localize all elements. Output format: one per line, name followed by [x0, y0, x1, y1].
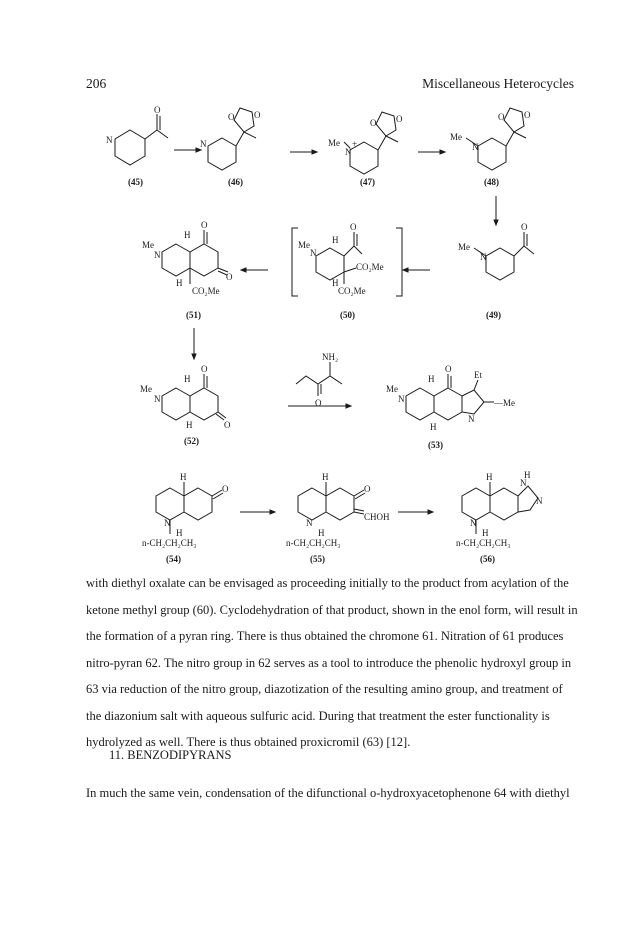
group-co2me: CO₂Me: [192, 286, 220, 296]
text-line: In much the same vein, condensation of the difunctional o-hydroxyacetophenone 64 with diethyl: [86, 786, 570, 800]
atom-h: H: [184, 230, 191, 240]
compound-label-54: (54): [166, 554, 181, 564]
atom-h: H: [332, 278, 339, 288]
atom-me: Me: [298, 240, 310, 250]
group-choh: CHOH: [364, 512, 390, 522]
atom-o: O: [498, 112, 505, 122]
group-propyl: n-CH₂CH₂CH₃: [286, 538, 341, 548]
compound-label-50: (50): [340, 310, 355, 320]
arrowhead: [494, 220, 498, 225]
atom-h: H: [186, 420, 193, 430]
atom-o: O: [396, 114, 403, 124]
text-line: nitro-pyran 62. The nitro group in 62 serves as a tool to introduce the phenolic hydroxyl group in: [86, 655, 572, 670]
atom-o: O: [364, 484, 371, 494]
atom-h: H: [322, 472, 329, 482]
body-paragraph-2: [86, 786, 586, 801]
atom-h: H: [524, 470, 531, 480]
atom-n: N: [470, 518, 477, 528]
group-et: Et: [474, 370, 482, 380]
compound-label-51: (51): [186, 310, 201, 320]
running-head: Miscellaneous Heterocycles: [422, 76, 574, 91]
compound-54-structure: [142, 472, 229, 548]
atom-me: Me: [140, 384, 152, 394]
group-propyl: n-CH₂CH₂CH₃: [142, 538, 197, 548]
arrowhead: [241, 268, 246, 272]
compound-51-structure: [142, 220, 233, 296]
compound-52-structure: [140, 364, 231, 430]
atom-me: Me: [142, 240, 154, 250]
text-line: ketone methyl group (60). Cyclodehydration of that product, shown in the enol form, will result in: [86, 602, 578, 617]
atom-n: N: [310, 248, 317, 258]
arrowhead: [403, 268, 408, 272]
compound-label-46: (46): [228, 177, 243, 187]
atom-o: O: [226, 272, 233, 282]
atom-n: N: [200, 139, 207, 149]
atom-h: H: [318, 528, 325, 538]
compound-label-47: (47): [360, 177, 375, 187]
atom-o: O: [224, 420, 231, 430]
group-co2me: CO₂Me: [338, 286, 366, 296]
text-line: the formation of a pyran ring. There is thus obtained the chromone 61. Nitration of 61 produces: [86, 629, 564, 643]
compound-47-structure: [328, 112, 403, 174]
atom-n: N: [480, 252, 487, 262]
arrowhead: [440, 150, 445, 154]
compound-label-49: (49): [486, 310, 501, 320]
atom-n: N: [398, 394, 405, 404]
page-number: 206: [86, 76, 107, 91]
group-me: —Me: [494, 398, 515, 408]
compound-49-structure: [458, 222, 534, 280]
atom-me: Me: [386, 384, 398, 394]
compound-label-56: (56): [480, 554, 495, 564]
atom-n: N: [536, 496, 543, 506]
atom-o: O: [222, 484, 229, 494]
reaction-scheme: [0, 100, 644, 570]
compound-56-structure: [456, 470, 543, 548]
text-line: 63 via reduction of the nitro group, diazotization of the resulting amino group, and treatment of: [86, 682, 563, 696]
text-line: hydrolyzed as well. There is thus obtained proxicromil (63) [12].: [86, 735, 411, 749]
compound-55-structure: [286, 472, 390, 548]
compound-45-structure: [106, 105, 168, 165]
atom-n: N: [154, 394, 161, 404]
atom-o: O: [254, 110, 261, 120]
compound-label-48: (48): [484, 177, 499, 187]
group-propyl: n-CH₂CH₂CH₃: [456, 538, 511, 548]
reagent-aminoketone: [296, 352, 342, 408]
text-line: with diethyl oxalate can be envisaged as proceeding initially to the product from acylation of the: [86, 576, 569, 590]
group-co2me: CO₂Me: [356, 262, 384, 272]
atom-o: O: [521, 222, 528, 232]
atom-h: H: [332, 235, 339, 245]
compound-label-52: (52): [184, 436, 199, 446]
compound-label-55: (55): [310, 554, 325, 564]
compound-label-45: (45): [128, 177, 143, 187]
atom-o: O: [201, 220, 208, 230]
atom-me: Me: [458, 242, 470, 252]
arrowhead: [270, 510, 275, 514]
atom-h: H: [180, 472, 187, 482]
page-header: [86, 76, 574, 94]
arrowhead: [346, 404, 351, 408]
atom-o: O: [524, 110, 531, 120]
compound-46-structure: [200, 108, 261, 170]
atom-o: O: [445, 364, 452, 374]
atom-me: Me: [328, 138, 340, 148]
atom-o: O: [201, 364, 208, 374]
atom-n: N: [164, 518, 171, 528]
atom-n: N: [520, 478, 527, 488]
atom-h: H: [430, 422, 437, 432]
group-nh2: NH₂: [322, 352, 339, 362]
atom-h: H: [184, 374, 191, 384]
atom-o: O: [154, 105, 161, 115]
atom-n: N: [306, 518, 313, 528]
atom-h: H: [176, 528, 183, 538]
compound-label-53: (53): [428, 440, 443, 450]
atom-n: N: [472, 142, 479, 152]
compound-48-structure: [450, 108, 531, 170]
atom-n: N: [345, 147, 352, 157]
atom-o: O: [228, 112, 235, 122]
arrowhead: [192, 354, 196, 359]
atom-n: N: [106, 135, 113, 145]
charge-plus: +: [352, 139, 358, 149]
atom-h: H: [482, 528, 489, 538]
atom-n: N: [154, 250, 161, 260]
atom-h: H: [176, 278, 183, 288]
atom-h: H: [428, 374, 435, 384]
atom-n: N: [468, 414, 475, 424]
arrowhead: [428, 510, 433, 514]
arrowhead: [312, 150, 317, 154]
atom-o: O: [350, 222, 357, 232]
atom-h: H: [486, 472, 493, 482]
compound-53-structure: [386, 364, 515, 432]
atom-me: Me: [450, 132, 462, 142]
body-paragraph: [86, 570, 586, 756]
section-heading: 11. BENZODIPYRANS: [109, 748, 232, 762]
compound-50-structure: [292, 222, 402, 296]
atom-o: O: [370, 118, 377, 128]
text-line: the diazonium salt with aqueous sulfuric acid. During that treatment the ester functionality is: [86, 708, 550, 723]
atom-o: O: [315, 398, 322, 408]
